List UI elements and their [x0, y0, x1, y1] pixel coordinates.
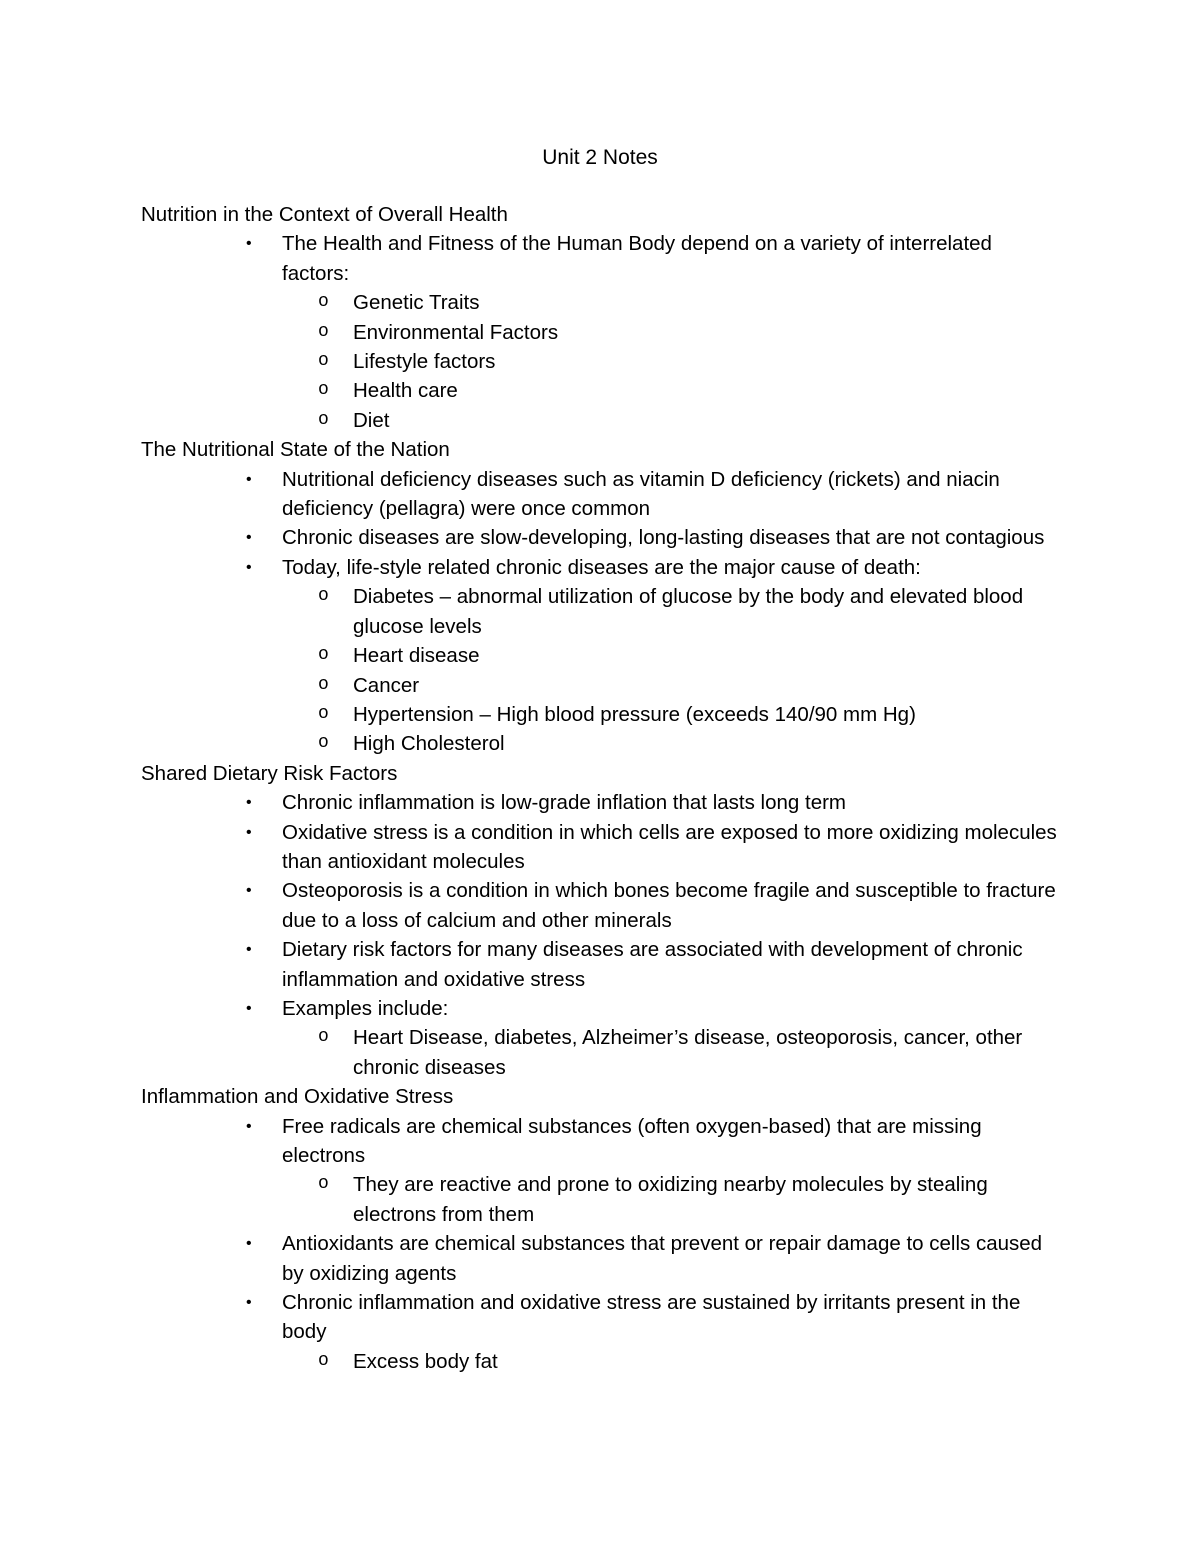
bullet-item	[246, 465, 1061, 524]
sub-bullet-item	[318, 641, 1061, 670]
sub-bullet-text: Excess body fat	[353, 1349, 498, 1373]
sub-bullet-icon: o	[318, 292, 329, 313]
section-heading: The Nutritional State of the Nation	[141, 438, 450, 462]
sub-bullet-text: Hypertension – High blood pressure (exceeds 140/90 mm Hg)	[353, 702, 916, 726]
bullet-icon: •	[246, 999, 252, 1017]
sub-bullet-text: Cancer	[353, 673, 420, 697]
sub-bullet-item	[318, 671, 1061, 700]
bullet-text: Free radicals are chemical substances (often oxygen-based) that are missing electrons	[282, 1114, 982, 1167]
bullet-icon: •	[246, 882, 252, 900]
sub-bullet-icon: o	[318, 586, 329, 607]
sub-bullet-text: Diet	[353, 408, 390, 432]
sub-bullet-item	[318, 288, 1061, 317]
bullet-item	[246, 523, 1061, 552]
sub-bullet-item	[318, 318, 1061, 347]
sub-bullet-item	[318, 700, 1061, 729]
sub-bullet-list	[282, 1347, 1061, 1376]
sub-bullet-icon: o	[318, 645, 329, 666]
sub-bullet-list	[282, 1023, 1061, 1082]
bullet-item	[246, 229, 1061, 435]
bullet-icon: •	[246, 941, 252, 959]
sub-bullet-icon: o	[318, 409, 329, 430]
sub-bullet-list	[282, 582, 1061, 758]
document-title: Unit 2 Notes	[542, 146, 658, 169]
bullet-text: Examples include:	[282, 996, 449, 1020]
sub-bullet-text: Heart Disease, diabetes, Alzheimer’s disease, osteoporosis, cancer, other chronic diseases	[353, 1026, 1023, 1079]
bullet-icon: •	[246, 1117, 252, 1135]
sub-bullet-item	[318, 1170, 1061, 1229]
bullet-item	[246, 1288, 1061, 1376]
bullet-icon: •	[246, 235, 252, 253]
bullet-list	[141, 1112, 1061, 1377]
bullet-item	[246, 1229, 1061, 1288]
bullet-icon: •	[246, 1235, 252, 1253]
bullet-list	[141, 788, 1061, 1082]
sub-bullet-icon: o	[318, 351, 329, 372]
bullet-icon: •	[246, 529, 252, 547]
bullet-text: Antioxidants are chemical substances that prevent or repair damage to cells caused by oxidizing agents	[282, 1232, 1043, 1285]
bullet-icon: •	[246, 558, 252, 576]
sub-bullet-icon: o	[318, 733, 329, 754]
bullet-text: Chronic inflammation is low-grade inflation that lasts long term	[282, 791, 847, 815]
sub-bullet-text: They are reactive and prone to oxidizing nearby molecules by stealing electrons from them	[353, 1173, 988, 1226]
bullet-text: Nutritional deficiency diseases such as vitamin D deficiency (rickets) and niacin deficiency (pellagra) were once common	[282, 467, 1000, 521]
bullet-text: Chronic diseases are slow-developing, long-lasting diseases that are not contagious	[282, 526, 1045, 550]
section-heading: Inflammation and Oxidative Stress	[141, 1085, 454, 1109]
bullet-text: The Health and Fitness of the Human Body depend on a variety of interrelated factors:	[282, 232, 992, 285]
bullet-icon: •	[246, 823, 252, 841]
section-heading: Shared Dietary Risk Factors	[141, 761, 398, 785]
document-body	[141, 200, 1061, 1376]
sub-bullet-text: Heart disease	[353, 644, 480, 668]
bullet-item	[246, 553, 1061, 759]
sub-bullet-icon: o	[318, 674, 329, 695]
sub-bullet-icon: o	[318, 380, 329, 401]
sub-bullet-list	[282, 288, 1061, 435]
sub-bullet-icon: o	[318, 1027, 329, 1048]
sub-bullet-icon: o	[318, 1350, 329, 1371]
bullet-item	[246, 818, 1061, 877]
sub-bullet-item	[318, 376, 1061, 405]
bullet-list	[141, 465, 1061, 759]
bullet-text: Oxidative stress is a condition in which cells are exposed to more oxidizing molecules than antioxidant molecules	[282, 820, 1057, 873]
bullet-text: Osteoporosis is a condition in which bones become fragile and susceptible to fracture due to a loss of calcium and other minerals	[282, 879, 1056, 932]
sub-bullet-list	[282, 1170, 1061, 1229]
sub-bullet-text: Diabetes – abnormal utilization of glucose by the body and elevated blood glucose levels	[353, 585, 1024, 638]
sub-bullet-text: Genetic Traits	[353, 291, 480, 315]
sub-bullet-text: Environmental Factors	[353, 320, 559, 344]
bullet-text: Chronic inflammation and oxidative stress are sustained by irritants present in the body	[282, 1291, 1021, 1344]
bullet-item	[246, 876, 1061, 935]
bullet-text: Dietary risk factors for many diseases are associated with development of chronic inflammation and oxidative stress	[282, 938, 1023, 991]
sub-bullet-item	[318, 729, 1061, 758]
bullet-list	[141, 229, 1061, 435]
bullet-text: Today, life-style related chronic diseases are the major cause of death:	[282, 555, 921, 579]
bullet-item	[246, 1112, 1061, 1230]
section-heading: Nutrition in the Context of Overall Health	[141, 203, 508, 226]
bullet-item	[246, 788, 1061, 817]
sub-bullet-item	[318, 1023, 1061, 1082]
bullet-icon: •	[246, 1294, 252, 1312]
sub-bullet-item	[318, 1347, 1061, 1376]
bullet-item	[246, 994, 1061, 1082]
sub-bullet-item	[318, 406, 1061, 435]
sub-bullet-text: Lifestyle factors	[353, 350, 496, 374]
bullet-icon: •	[246, 794, 252, 812]
bullet-icon: •	[246, 470, 252, 488]
sub-bullet-text: High Cholesterol	[353, 732, 505, 756]
sub-bullet-item	[318, 347, 1061, 376]
sub-bullet-item	[318, 582, 1061, 641]
sub-bullet-icon: o	[318, 703, 329, 724]
bullet-item	[246, 935, 1061, 994]
sub-bullet-icon: o	[318, 1174, 329, 1195]
sub-bullet-icon: o	[318, 321, 329, 342]
sub-bullet-text: Health care	[353, 379, 458, 403]
